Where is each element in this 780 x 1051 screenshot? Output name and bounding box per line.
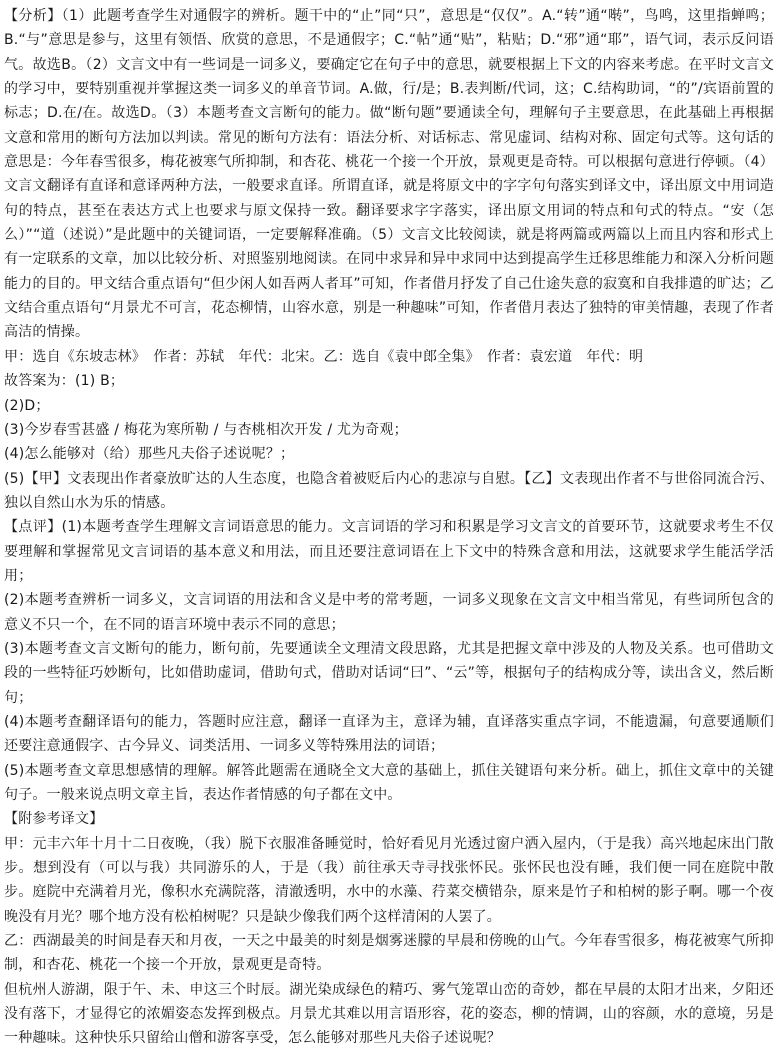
answer-line-4: (4)怎么能够对（给）那些凡夫俗子述说呢？； [4, 446, 295, 463]
analysis-paragraph: 【分析】（1）此题考查学生对通假字的辨析。题干中的“止”同“只”，意思是“仅仅”。A.“转”通“啭”，鸟鸣，这里指蝉鸣；B.“与”意思是参与，这里有领悟、欣赏的意思，不是通假字；C.“帖”通“贴”，粘贴；D.“邪”通“耶”，语气词，表示反问语气。故选B。（2）文言文中有一些词是一词多义，要确定它在句子中的意思，就要根据上下文的内容来考虑。在平时文言文的学习中，要特别重视并掌握这类一词多义的单音节词。A.做，行/是；B.表判断/代词，这；C.结构助词，“的”/宾语前置的标志；D.在/在。故选D。（3）本题考查文言断句的能力。做“断句题”要通读全句，理解句子主要意思，在此基础上再根据文意和常用的断句方法加以判读。常见的断句方法有：语法分析、对话标志、常见虚词、结构对称、固定句式等。这句话的意思是：今年春雪很多，梅花被寒气所抑制，和杏花、桃花一个接一个开放，景观更是奇特。可以根据句意进行停顿。（4）文言文翻译有直译和意译两种方法，一般要求直译。所谓直译，就是将原文中的字字句句落实到译文中，译出原文中用词造句的特点，甚至在表达方式上也要求与原文保持一致。翻译要求字字落实，译出原文用词的特点和句式的特点。“安（怎么）”“道（述说）”是此题中的关键词语，一定要解释准确。（5）文言文比较阅读，就是将两篇或两篇以上而且内容和形式上有一定联系的文章，加以比较分析、对照鉴别地阅读。在同中求异和异中求同中达到提高学生迁移思维能力和深入分析问题能力的目的。甲文结合重点语句“但少闲人如吾两人者耳”可知，作者借月抒发了自己仕途失意的寂寞和自我排遣的旷达；乙文结合重点语句“月景尤不可言，花态柳情，山容水意，别是一种趣味”可知，作者借月表达了独特的审美情趣，表现了作者高洁的情操。 [4, 8, 774, 341]
translation-yi-1: 乙：西湖最美的时间是春天和月夜，一天之中最美的时刻是烟雾迷朦的早晨和傍晚的山气。今年春雪很多，梅花被寒气所抑制，和杏花、桃花一个接一个开放，景观更是奇特。 [4, 933, 774, 974]
answer-line-1: 故答案为：(1) B； [4, 373, 125, 390]
review-paragraph-5: (5)本题考查文章思想感情的理解。解答此题需在通晓全文大意的基础上，抓住关键语句来分析。础上，抓住文章中的关键句子。一般来说点明文章主旨，表达作者情感的句子都在文中。 [4, 762, 774, 803]
answer-line-5: (5)【甲】文表现出作者豪放旷达的人生态度，也隐含着被贬后内心的悲凉与自慰。【乙】文表现出作者不与世俗同流合污、独以自然山水为乐的情感。 [4, 470, 774, 511]
review-paragraph-3: (3)本题考查文言文断句的能力，断句前，先要通读全文理清文段思路，尤其是把握文章中涉及的人物及关系。也可借助文段的一些特征巧妙断句，比如借助虚词，借助句式，借助对话词“曰”、“云”等，根据句子的结构成分等，读出含义，然后断句； [4, 640, 774, 706]
review-paragraph-2: (2)本题考查辨析一词多义，文言词语的用法和含义是中考的常考题，一词多义现象在文言文中相当常见，有些词所包含的意义不只一个，在不同的语言环境中表示不同的意思； [4, 592, 774, 633]
translation-yi-2: 但杭州人游湖，限于午、未、申这三个时辰。湖光染成绿色的精巧、雾气笼罩山峦的奇妙，都在早晨的太阳才出来，夕阳还没有落下，才显得它的浓媚姿态发挥到极点。月景尤其难以用言语形容，花的姿态，柳的情调，山的容颜，水的意境，另是一种趣味。这种快乐只留给山僧和游客享受，怎么能够对那些凡夫俗子述说呢？ [4, 981, 774, 1047]
source-info: 甲：选自《东坡志林》 作者：苏轼 年代：北宋。乙：选自《袁中郎全集》 作者：袁宏道 年代：明 [4, 348, 644, 365]
review-paragraph-1: 【点评】(1)本题考查学生理解文言词语意思的能力。文言词语的学习和积累是学习文言文的首要环节，这就要求考生不仅要理解和掌握常见文言词语的基本意义和用法，而且还要注意词语在上下文中的特殊含意和用法，这就要求学生能活学活用； [4, 519, 774, 584]
answer-line-2: (2)D； [4, 397, 50, 414]
answer-line-3: (3)今岁春雪甚盛 / 梅花为寒所勒 / 与杏桃相次开发 / 尤为奇观； [4, 421, 408, 438]
translation-jia: 甲：元丰六年十月十二日夜晚，（我）脱下衣服准备睡觉时，恰好看见月光透过窗户洒入屋内，（于是我）高兴地起床出门散步。想到没有（可以与我）共同游乐的人，于是（我）前往承天寺寻找张怀民。张怀民也没有睡，我们便一同在庭院中散步。庭院中充满着月光，像积水充满院落，清澈透明，水中的水藻、荇菜交横错杂，原来是竹子和柏树的影子啊。哪一个夜晚没有月光？哪个地方没有松柏树呢？只是缺少像我们两个这样清闲的人罢了。 [4, 835, 774, 925]
review-paragraph-4: (4)本题考查翻译语句的能力，答题时应注意，翻译一直译为主，意译为辅，直译落实重点字词，不能遗漏，句意要通顺们还要注意通假字、古今异义、词类活用、一词多义等特殊用法的词语； [4, 713, 774, 755]
translation-header: 【附参考译文】 [4, 811, 104, 828]
